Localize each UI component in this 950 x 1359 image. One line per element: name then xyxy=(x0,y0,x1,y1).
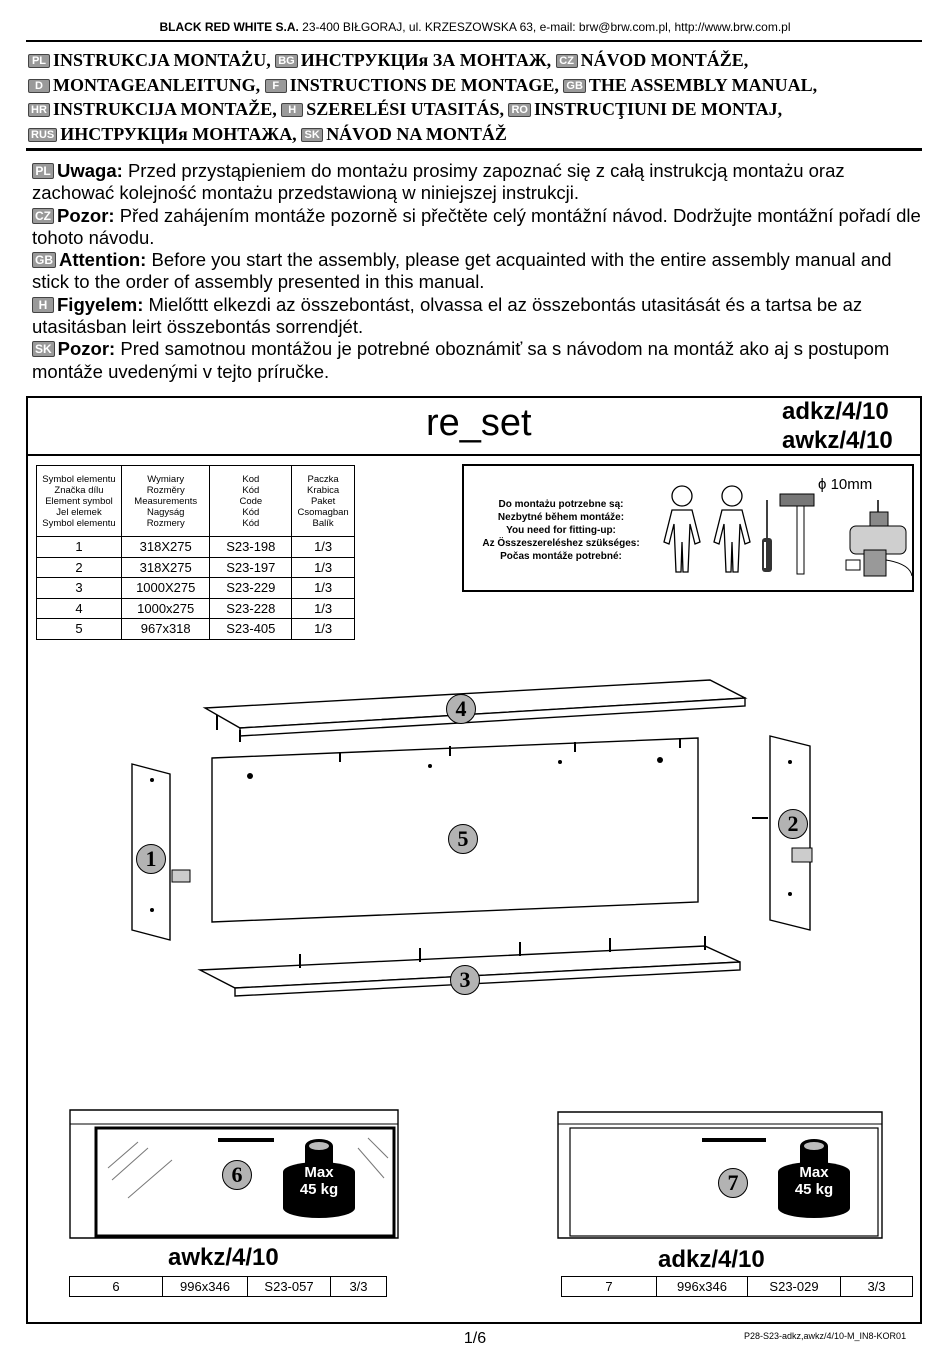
cell: 1000x275 xyxy=(121,598,209,619)
header-line: Jel elemek xyxy=(56,506,102,518)
cell: S23-197 xyxy=(210,557,292,578)
screwdriver-icon xyxy=(762,500,772,572)
tools-line: You need for fitting-up: xyxy=(506,525,616,536)
header-line: Rozměry xyxy=(146,484,185,496)
warning-label: Figyelem: xyxy=(57,293,144,315)
cabinet-6-table xyxy=(69,1276,387,1297)
warning-text: Before you start the assembly, please get acquainted with the entire assembly manual and stick to the order of assembly presented in this manual. xyxy=(32,249,892,293)
header-cell xyxy=(210,466,292,537)
title-text: ИНСТРУКЦИя МОНТАЖА, xyxy=(60,123,297,144)
lang-badge: F xyxy=(265,79,287,93)
title-text: NÁVOD NA MONTÁŽ xyxy=(326,123,507,144)
lang-badge: PL xyxy=(32,163,54,179)
title-text: INSTRUKCIJA MONTAŽE, xyxy=(53,99,277,119)
warning-text: Před zahájením montáže pozorně si přečtěte celý montážní návod. Dodržujte montážní pořadí dle tohoto návodu. xyxy=(32,204,921,248)
cabinet-6-model: awkz/4/10 xyxy=(168,1244,279,1271)
header-line: Symbol elementu xyxy=(42,473,116,485)
cell: 6 xyxy=(70,1277,163,1297)
title-text: INSTRUCTIONS DE MONTAGE, xyxy=(289,74,559,95)
header-rule xyxy=(26,40,922,42)
part-label-3: 3 xyxy=(450,965,480,995)
header-cell xyxy=(37,466,122,537)
parts-table-header xyxy=(37,466,355,537)
person-icon xyxy=(664,486,700,572)
warning-label: Pozor: xyxy=(57,204,115,226)
cell: 5 xyxy=(37,619,122,640)
tools-line: Počas montáže potrebné: xyxy=(500,551,622,562)
table-row xyxy=(562,1277,913,1297)
warning-label: Uwaga: xyxy=(57,160,123,181)
cabinet-7-table xyxy=(561,1276,913,1297)
title-text: INSTRUKCJA MONTAŻU, xyxy=(53,50,271,70)
cell: 3/3 xyxy=(841,1277,913,1297)
cell: 1/3 xyxy=(292,557,355,578)
lang-badge: D xyxy=(28,79,50,93)
cell: 1000X275 xyxy=(121,578,209,599)
lang-badge: GB xyxy=(563,79,586,93)
lang-badge: SK xyxy=(32,341,55,357)
cabinet-7-model: adkz/4/10 xyxy=(658,1246,765,1273)
cell: S23-228 xyxy=(210,598,292,619)
part-label-2: 2 xyxy=(778,809,808,839)
drill-icon xyxy=(846,500,912,576)
header-line: Element symbol xyxy=(45,495,113,507)
tools-line: Az Összeszereléshez szükséges: xyxy=(482,538,640,549)
warning-label: Pozor: xyxy=(57,338,116,360)
lang-badge: RO xyxy=(508,103,531,117)
person-icon xyxy=(714,486,750,572)
lang-badge: SK xyxy=(301,128,323,142)
warning-paragraph xyxy=(32,338,927,383)
weight-line: Max xyxy=(304,1164,334,1181)
table-row xyxy=(37,578,355,599)
lang-badge: GB xyxy=(32,252,56,268)
table-row xyxy=(37,557,355,578)
header-line: Kód xyxy=(242,517,260,529)
tools-line: Do montażu potrzebne są: xyxy=(498,499,624,510)
drill-bit-size: ϕ 10mm xyxy=(818,476,873,493)
assembly-warnings xyxy=(32,160,927,383)
cell: 3/3 xyxy=(331,1277,387,1297)
cell: 1/3 xyxy=(292,598,355,619)
header-line: Balík xyxy=(312,517,334,529)
warning-text: Mielőttt elkezdi az összebontást, olvassa el az összebontás utasitását és a tartsa be az utasitásban leirt összebontás sorrendjét. xyxy=(32,293,863,338)
header-line: Kod xyxy=(242,473,260,485)
max-weight-label xyxy=(283,1164,355,1198)
cell: S23-229 xyxy=(210,578,292,599)
table-row xyxy=(37,598,355,619)
titles-rule xyxy=(26,148,922,151)
cell: 996x346 xyxy=(657,1277,748,1297)
cell: 7 xyxy=(562,1277,657,1297)
header-line: Rozmery xyxy=(146,517,185,529)
lang-badge: H xyxy=(32,297,54,313)
header-line: Symbol elementu xyxy=(42,517,116,529)
header-line: Kód xyxy=(242,506,260,518)
weight-line: Max xyxy=(799,1164,829,1181)
table-row xyxy=(37,537,355,558)
header-line: Measurements xyxy=(134,495,198,507)
model-code: adkz/4/10 xyxy=(782,398,889,425)
model-code: awkz/4/10 xyxy=(782,427,893,454)
hammer-icon xyxy=(780,494,814,574)
header-line: Kód xyxy=(242,484,260,496)
lang-badge: H xyxy=(281,103,303,117)
warning-paragraph xyxy=(32,294,927,339)
title-text: NÁVOD MONTÁŽE, xyxy=(580,50,749,70)
tools-illustration xyxy=(650,480,920,590)
title-text: MONTAGEANLEITUNG, xyxy=(53,74,261,95)
cell: 2 xyxy=(37,557,122,578)
cell: 1/3 xyxy=(292,537,355,558)
header-line: Paczka xyxy=(307,473,339,485)
part-label-6: 6 xyxy=(222,1160,252,1190)
cell: 318X275 xyxy=(121,557,209,578)
header-line: Csomagban xyxy=(297,506,349,518)
lang-badge: CZ xyxy=(32,208,54,224)
cell: 996x346 xyxy=(163,1277,248,1297)
warning-paragraph xyxy=(32,205,927,250)
weight-line: 45 kg xyxy=(794,1181,834,1198)
part-label-4: 4 xyxy=(446,694,476,724)
header-line: Paket xyxy=(310,495,336,507)
manual-titles xyxy=(28,48,928,146)
header-cell xyxy=(292,466,355,537)
warning-paragraph xyxy=(32,249,927,294)
company-name: BLACK RED WHITE S.A. xyxy=(159,20,299,34)
lang-badge: RUS xyxy=(28,128,57,142)
cell: 318X275 xyxy=(121,537,209,558)
part-label-5: 5 xyxy=(448,824,478,854)
cell: S23-405 xyxy=(210,619,292,640)
cell: 1/3 xyxy=(292,619,355,640)
cell: 967x318 xyxy=(121,619,209,640)
warning-paragraph xyxy=(32,160,927,205)
title-text: THE ASSEMBLY MANUAL, xyxy=(588,74,818,95)
tools-required-text xyxy=(462,498,660,563)
company-address: 23-400 BIŁGORAJ, ul. KRZESZOWSKA 63, e-mail: brw@brw.com.pl, http://www.brw.com.pl xyxy=(302,20,791,34)
warning-text: Przed przystąpieniem do montażu prosimy zapoznać się z całą instrukcją montażu oraz zachować kolejność montażu przedstawioną w niniejszej instrukcji. xyxy=(32,160,845,204)
table-row xyxy=(37,619,355,640)
header-line: Nagyság xyxy=(146,506,185,518)
tools-line: Nezbytné během montáže: xyxy=(497,512,625,523)
title-line xyxy=(28,48,928,73)
header-line: Wymiary xyxy=(147,473,185,485)
company-header xyxy=(0,20,950,34)
table-row xyxy=(70,1277,387,1297)
exploded-view-drawing xyxy=(120,670,840,1020)
page-number: 1/6 xyxy=(463,1330,487,1347)
header-line: Code xyxy=(239,495,263,507)
title-line xyxy=(28,97,928,122)
header-line: Značka dílu xyxy=(54,484,104,496)
lang-badge: PL xyxy=(28,54,50,68)
header-cell xyxy=(121,466,209,537)
cell: 4 xyxy=(37,598,122,619)
warning-text: Pred samotnou montážou je potrebné oboznámiť sa s návodom na montáž ako aj s postupom montáže uvedenými v tejto príručke. xyxy=(32,338,890,382)
title-line xyxy=(28,122,928,147)
title-line xyxy=(28,73,928,98)
cell: S23-029 xyxy=(748,1277,841,1297)
weight-line: 45 kg xyxy=(299,1181,339,1198)
lang-badge: CZ xyxy=(556,54,578,68)
cell: S23-057 xyxy=(248,1277,331,1297)
max-weight-label xyxy=(778,1164,850,1198)
document-code: P28-S23-adkz,awkz/4/10-M_IN8-KOR01 xyxy=(744,1331,907,1341)
cell: 1/3 xyxy=(292,578,355,599)
cell: 1 xyxy=(37,537,122,558)
title-text: SZERELÉSI UTASITÁS, xyxy=(306,99,504,119)
set-name: re_set xyxy=(426,402,532,444)
parts-table xyxy=(36,465,355,640)
title-text: ИНСТРУКЦИя ЗА МОНТАЖ, xyxy=(300,50,552,70)
part-label-7: 7 xyxy=(718,1168,748,1198)
lang-badge: BG xyxy=(275,54,298,68)
warning-label: Attention: xyxy=(59,249,147,271)
header-line: Krabica xyxy=(307,484,340,496)
lang-badge: HR xyxy=(28,103,50,117)
title-text: INSTRUCŢIUNI DE MONTAJ, xyxy=(533,99,783,119)
cell: S23-198 xyxy=(210,537,292,558)
part-label-1: 1 xyxy=(136,844,166,874)
cell: 3 xyxy=(37,578,122,599)
